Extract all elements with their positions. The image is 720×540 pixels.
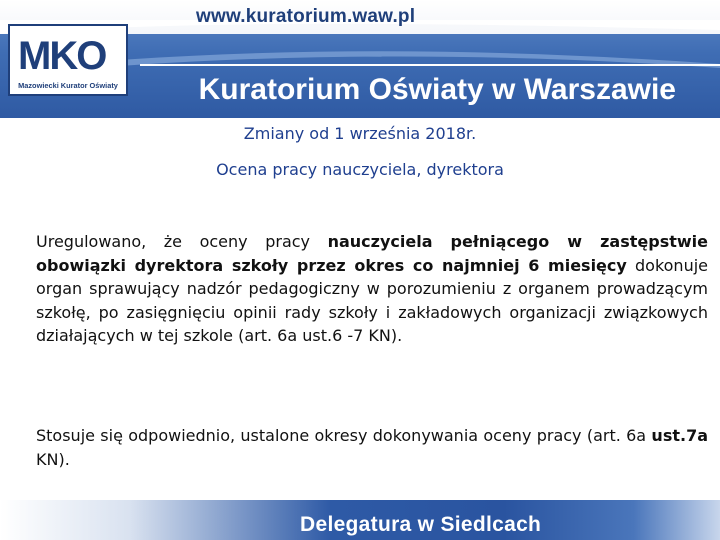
footer-banner	[0, 500, 720, 540]
paragraph-2-text-b: KN).	[36, 449, 70, 469]
slide-subtitle-line-1: Zmiany od 1 września 2018r.	[243, 124, 477, 143]
paragraph-1-text-b: dokonuje organ sprawujący nadzór pedagogiczny w porozumieniu z organem prowadzącym szkołę, po zasięgnięciu opinii rady szkoły i zakładowych organizacji związkowych działających w tej szkole (art. 6a ust.6 -7 KN).	[36, 255, 708, 345]
header-divider-line	[140, 64, 720, 66]
institution-title: Kuratorium Oświaty w Warszawie	[198, 73, 676, 106]
paragraph-2-text-a: Stosuje się odpowiednio, ustalone okresy dokonywania oceny pracy (art. 6a	[36, 426, 652, 445]
website-url[interactable]: www.kuratorium.waw.pl	[196, 6, 416, 27]
paragraph-2	[36, 424, 708, 471]
logo-letters: MKO	[18, 34, 106, 77]
logo-caption: Mazowiecki Kurator Oświaty	[18, 81, 118, 90]
header-banner	[0, 0, 720, 118]
paragraph-1-bold: nauczyciela pełniącego w zastępstwie obowiązki dyrektora szkoły przez okres co najmniej 6 miesięcy	[36, 232, 708, 275]
paragraph-2-bold: ust.7a	[651, 426, 708, 445]
paragraph-1-text-a: Uregulowano, że oceny pracy	[36, 232, 328, 251]
footer-delegation-label: Delegatura w Siedlcach	[300, 513, 542, 536]
slide-subtitle-line-2: Ocena pracy nauczyciela, dyrektora	[216, 160, 504, 179]
paragraph-1	[36, 230, 708, 348]
mko-logo-icon	[16, 31, 122, 77]
